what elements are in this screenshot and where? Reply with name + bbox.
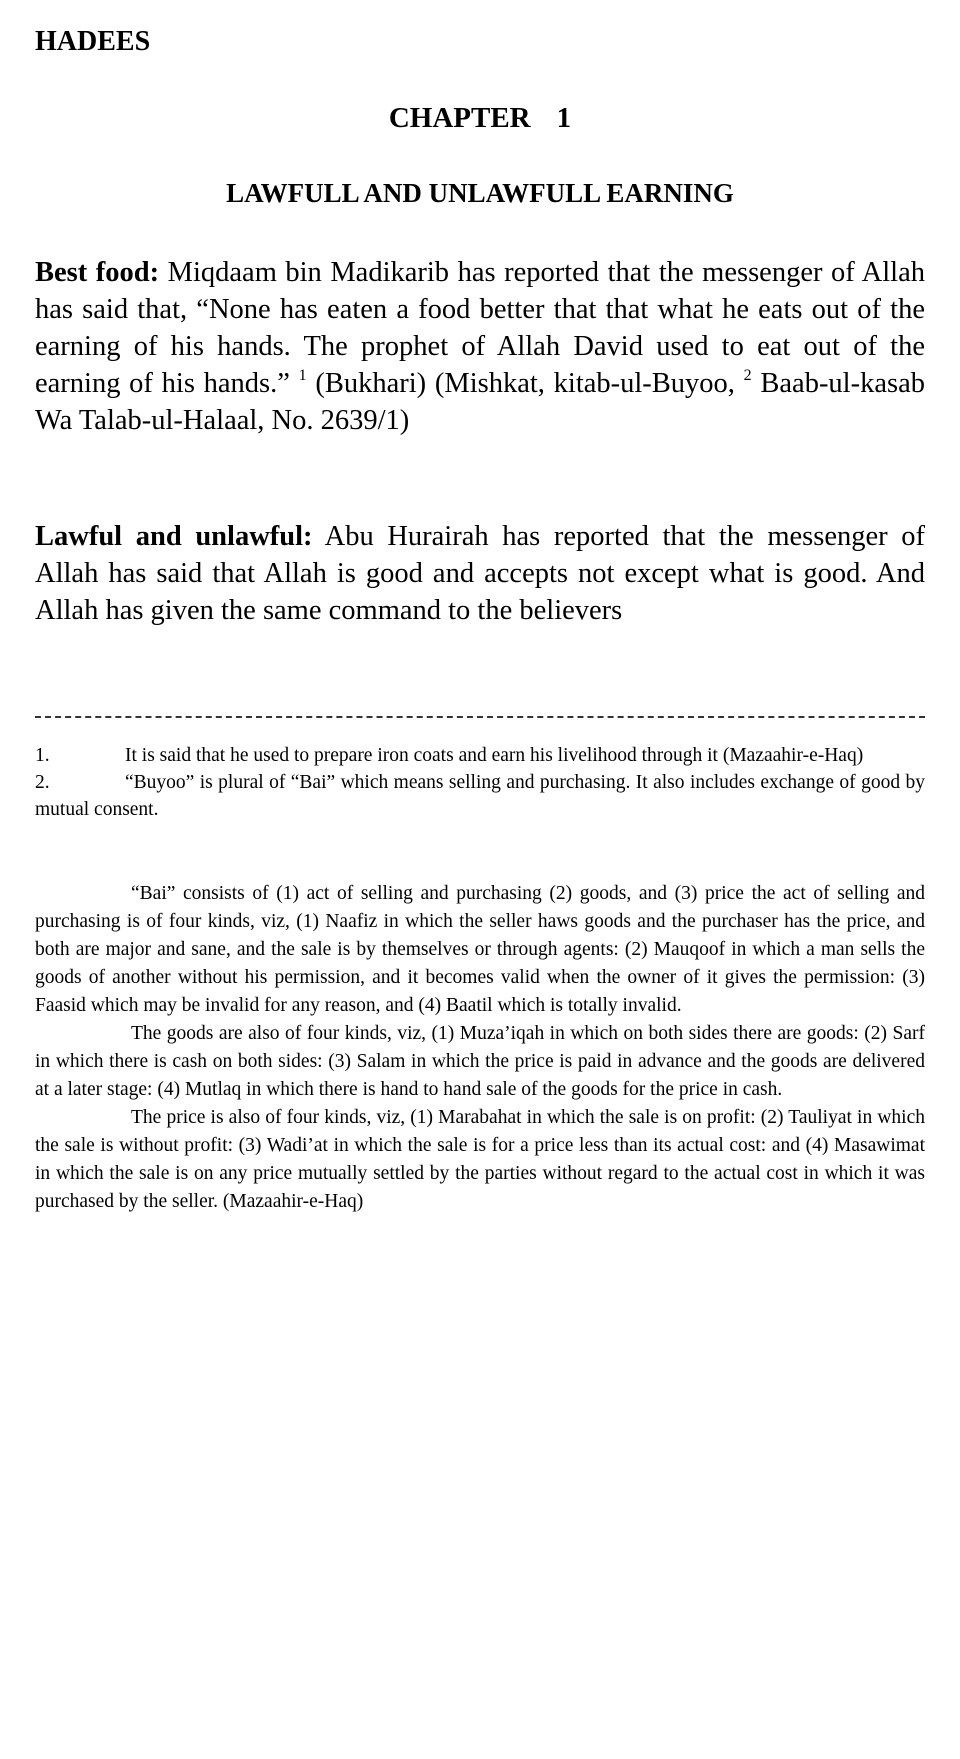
commentary-paragraph: The price is also of four kinds, viz, (1) Marabahat in which the sale is on profit: (2) Tauliyat in which the sale is without profit: (3) Wadi’at in which the sale is for a price less than its actual cost: and (4) Masawimat in which the sale is on any price mutually settled by the parties without regard to the actual cost in which it was purchased by the seller. (Mazaahir-e-Haq) [35,1107,925,1212]
footnote [35,742,925,769]
hadith-heading: Lawful and unlawful: [35,521,313,552]
commentary-paragraph: The goods are also of four kinds, viz, (1) Muza’iqah in which on both sides there are goods: (2) Sarf in which there is cash on both sides: (3) Salam in which the price is paid in advance and the goods are delivered at a later stage: (4) Mutlaq in which there is hand to hand sale of the goods for the price in cash. [35,1023,925,1100]
hadith-text: Abu Hurairah has reported that the messenger of Allah has said that Allah is good and accepts not except what is good. And Allah has given the same command to the believers [35,521,925,626]
hadith-heading: Best food: [35,257,160,288]
footnote-number: 1. [35,745,50,766]
chapter-label: CHAPTER [388,102,531,134]
footnote-ref: 2 [743,367,752,384]
chapter-title: LAWFULL AND UNLAWFULL EARNING [226,178,734,208]
book-title: HADEES [35,26,151,57]
commentary [35,880,925,1216]
hadith-text: Miqdaam bin Madikarib has reported that the messenger of Allah has said that, “None has eaten a food better that that what he eats out of the earning of his hands. The prophet of Allah David used to eat out of the earning of his hands.” [35,257,925,399]
hadith-lawful-unlawful [35,518,925,629]
footnote-divider [35,716,925,718]
footnote-text: It is said that he used to prepare iron coats and earn his livelihood through it (Mazaahir-e-Haq) [125,745,864,766]
footnotes [35,742,925,823]
hadith-source-cont: Baab-ul-kasab Wa Talab-ul-Halaal, No. 2639/1) [35,368,925,436]
footnote-text: “Buyoo” is plural of “Bai” which means selling and purchasing. It also includes exchange of good by mutual consent. [35,772,925,820]
commentary-paragraph: “Bai” consists of (1) act of selling and purchasing (2) goods, and (3) price the act of selling and purchasing is of four kinds, viz, (1) Naafiz in which the seller haws goods and the purchaser has the price, and both are major and sane, and the sale is by themselves or through agents: (2) Mauqoof in which a man sells the goods of another without his permission, and it becomes valid when the owner of it gives the permission: (3) Faasid which may be invalid for any reason, and (4) Baatil which is totally invalid. [35,883,925,1016]
hadith-source: (Bukhari) (Mishkat, kitab-ul-Buyoo, [306,368,744,399]
chapter-heading [0,102,960,135]
footnote-ref: 1 [298,367,307,384]
hadith-best-food [35,254,925,439]
footnote-number: 2. [35,772,50,793]
footnote [35,769,925,823]
chapter-number: 1 [556,102,572,134]
